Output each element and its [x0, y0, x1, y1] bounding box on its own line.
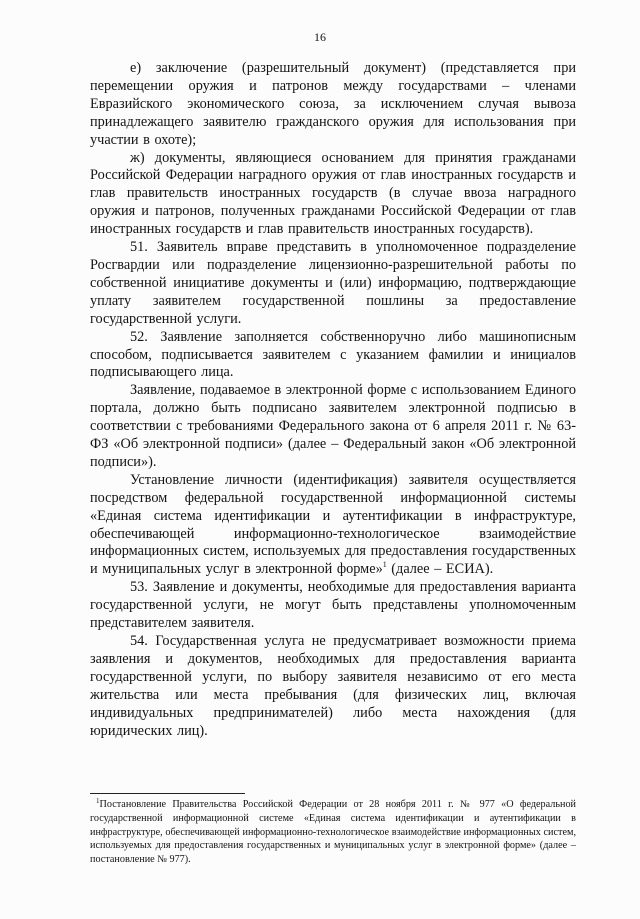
document-body [90, 60, 576, 740]
paragraph-e: е) заключение (разрешительный документ) (представляется при перемещении оружия и патронов между государствами – членами Евразийского экономического союза, за исключением случая вывоза принадлежащего заявителю гражданского оружия для использования при участии в охоте); [90, 60, 576, 148]
paragraph-electronic-signature: Заявление, подаваемое в электронной форме с использованием Единого портала, должно быть подписано заявителем электронной подписью в соответствии с требованиями Федерального закона от 6 апреля 2011 г. № 63-ФЗ «Об электронной подписи» (далее – Федеральный закон «Об электронной подписи»). [90, 382, 576, 470]
footnote-reference[interactable]: 1 [382, 560, 387, 570]
footnote-marker: 1 [96, 797, 100, 805]
footnote [90, 798, 576, 867]
page-number: 16 [314, 30, 326, 44]
footnote-text: Постановление Правительства Российской Федерации от 28 ноября 2011 г. № 977 «О федеральной государственной информационной системе «Единая система идентификации и аутентификации в инфраструктуре, обеспечивающей информационно-технологическое взаимодействие информационных систем, используемых для предоставления государственных и муниципальных услуг в электронной форме» (далее – постановление № 977). [90, 799, 576, 866]
paragraph-52: 52. Заявление заполняется собственноручно либо машинописным способом, подписывается заявителем с указанием фамилии и инициалов подписывающего лица. [90, 328, 576, 381]
esia-text: Установление личности (идентификация) заявителя осуществляется посредством федеральной государственной информационной системы «Единая система идентификации и аутентификации в инфраструктуре, обеспечивающей информационно-технологическое взаимодействие информационных систем, используемых для предоставления государственных и муниципальных услуг в электронной форме» [90, 471, 576, 578]
paragraph-53: 53. Заявление и документы, необходимые для предоставления варианта государственной услуги, не могут быть представлены уполномоченным представителем заявителя. [90, 579, 576, 632]
paragraph-54: 54. Государственная услуга не предусматривает возможности приема заявления и документов, необходимых для предоставления варианта государственной услуги, по выбору заявителя независимо от его места жительства или места пребывания (для физических лиц, включая индивидуальных предпринимателей) либо места нахождения (для юридических лиц). [90, 633, 576, 739]
footnote-separator [90, 793, 245, 794]
paragraph-zh: ж) документы, являющиеся основанием для принятия гражданами Российской Федерации наградного оружия от глав иностранных государств и глав правительств иностранных государств (в случае ввоза наградного оружия и патронов, полученных гражданами Российской Федерации от глав иностранных государств и глав правительств иностранных государств). [90, 149, 576, 238]
paragraph-51: 51. Заявитель вправе представить в уполномоченное подразделение Росгвардии или подразделение лицензионно-разрешительной работы по собственной инициативе документы и (или) информацию, подтверждающие уплату заявителем государственной пошлины за предоставление государственной услуги. [90, 239, 576, 327]
esia-tail: (далее – ЕСИА). [386, 561, 494, 578]
paragraph-esia [90, 472, 576, 579]
